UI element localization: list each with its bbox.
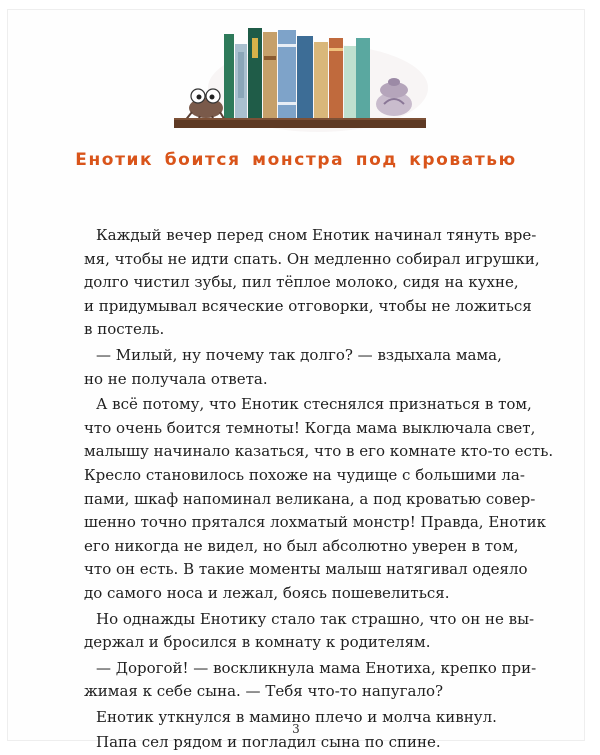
book-page	[8, 10, 584, 752]
text-line: Кресло становилось похоже на чудище с большими ла-	[84, 465, 525, 484]
bookshelf-illustration	[168, 16, 432, 134]
text-line: и придумывал всяческие отговорки, чтобы не ложиться	[84, 296, 532, 315]
text-line: но не получала ответа.	[84, 369, 268, 388]
text-line: — Милый, ну почему так долго? — вздыхала мама,	[96, 345, 502, 364]
text-line: шенно точно прятался лохматый монстр! Правда, Енотик	[84, 513, 546, 532]
text-line: Но однажды Енотику стало так страшно, что он не вы-	[96, 609, 535, 628]
text-line: держал и бросился в комнату к родителям.	[84, 633, 431, 652]
text-line: что он есть. В такие моменты малыш натягивал одеяло	[84, 560, 528, 579]
text-line: что очень боится темноты! Когда мама выключала свет,	[84, 418, 536, 437]
text-line: Папа сел рядом и погладил сына по спине.	[96, 733, 441, 752]
story-title: Енотик боится монстра под кроватью	[75, 150, 517, 170]
paragraph	[84, 224, 540, 342]
text-line: — Дорогой! — воскликнула мама Енотиха, крепко при-	[96, 658, 537, 677]
text-line: до самого носа и лежал, боясь пошевелиться.	[84, 583, 450, 602]
story-text	[84, 224, 554, 755]
paragraph	[84, 608, 535, 655]
text-line: его никогда не видел, но был абсолютно уверен в том,	[84, 536, 519, 555]
text-line: долго чистил зубы, пил тёплое молоко, сидя на кухне,	[84, 273, 519, 292]
text-line: Каждый вечер перед сном Енотик начинал тянуть вре-	[96, 226, 537, 244]
text-line: пами, шкаф напоминал великана, а под кроватью совер-	[84, 489, 536, 508]
text-line: в постель.	[84, 320, 165, 339]
paragraph	[84, 657, 537, 704]
text-line: мя, чтобы не идти спать. Он медленно собирал игрушки,	[84, 249, 540, 268]
text-line: малышу начинало казаться, что в его комнате кто-то есть.	[84, 442, 554, 461]
text-line: А всё потому, что Енотик стеснялся признаться в том,	[96, 395, 532, 414]
text-line: Енотик уткнулся в мамино плечо и молча кивнул.	[96, 707, 497, 726]
paragraph	[84, 393, 554, 605]
page-number: 3	[292, 722, 300, 736]
text-line: жимая к себе сына. — Тебя что-то напугало?	[84, 682, 444, 701]
paragraph	[84, 344, 516, 391]
